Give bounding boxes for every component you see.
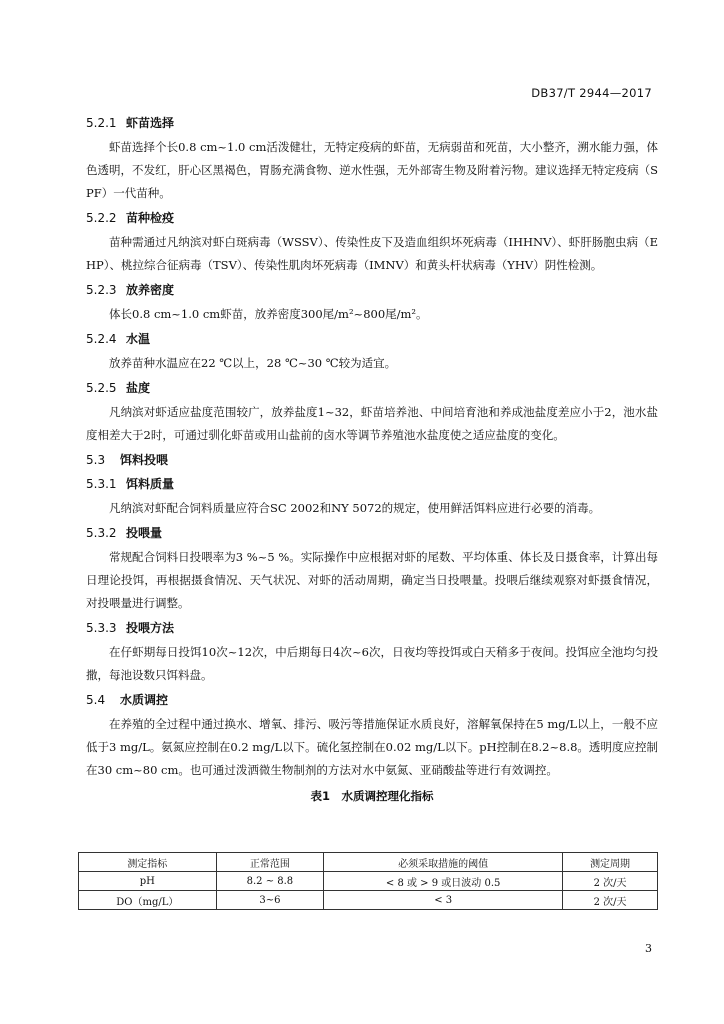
section-number: 5.4	[86, 693, 106, 707]
section-5-3-2	[86, 524, 658, 615]
section-text: 虾苗选择个长0.8 cm~1.0 cm活泼健壮，无特定疫病的虾苗，无病弱苗和死苗，大小整齐，溯水能力强，体色透明，不发红，肝心区黑褐色，胃肠充满食物、逆水性强，无外部寄生物及附着污物。建议选择无特定疫病（SPF）一代苗种。	[86, 140, 658, 200]
table-header-cell: 正常范围	[216, 853, 324, 872]
section-title: 苗种检疫	[126, 211, 175, 225]
table-cell: 2 次/天	[563, 872, 658, 891]
page-number: 3	[645, 942, 652, 955]
table-row	[79, 872, 658, 891]
section-5-2-3	[86, 281, 658, 326]
section-5-3-3	[86, 619, 658, 687]
section-number: 5.2.1	[86, 116, 117, 130]
section-text: 常规配合饲料日投喂率为3 %~5 %。实际操作中应根据对虾的尾数、平均体重、体长及日摄食率，计算出每日理论投饵，再根据摄食情况、天气状况、对虾的活动周期，确定当日投喂量。投喂后继续观察对虾摄食情况，对投喂量进行调整。	[86, 550, 658, 610]
section-5-2-1	[86, 114, 658, 205]
table-header-cell: 必须采取措施的阈值	[324, 853, 563, 872]
table-header-cell: 测定周期	[563, 853, 658, 872]
main-content	[86, 114, 658, 812]
section-title: 放养密度	[126, 283, 175, 297]
section-number: 5.3	[86, 453, 106, 467]
water-quality-table	[78, 852, 658, 910]
table-header-cell: 测定指标	[79, 853, 217, 872]
section-5-4	[86, 691, 658, 782]
section-5-2-5	[86, 379, 658, 447]
section-number: 5.3.2	[86, 526, 117, 540]
table-header-row	[79, 853, 658, 872]
table-cell: < 3	[324, 891, 563, 910]
table-cell: < 8 或 > 9 或日波动 0.5	[324, 872, 563, 891]
table-cell: pH	[79, 872, 217, 891]
section-text: 苗种需通过凡纳滨对虾白斑病毒（WSSV）、传染性皮下及造血组织坏死病毒（IHHNV）、虾肝肠胞虫病（EHP）、桃拉综合征病毒（TSV）、传染性肌肉坏死病毒（IMNV）和黄头杆状病毒（YHV）阴性检测。	[86, 235, 658, 272]
section-5-2-4	[86, 330, 658, 375]
table-cell: 2 次/天	[563, 891, 658, 910]
section-text: 在养殖的全过程中通过换水、增氧、排污、吸污等措施保证水质良好，溶解氧保持在5 mg/L以上，一般不应低于3 mg/L。氨氮应控制在0.2 mg/L以下。硫化氢控制在0.02 mg/L以下。pH控制在8.2~8.8。透明度应控制在30 cm~80 cm。也可通过泼洒微生物制剂的方法对水中氨氮、亚硝酸盐等进行有效调控。	[86, 717, 658, 777]
section-title: 投喂量	[126, 526, 163, 540]
section-number: 5.3.1	[86, 477, 117, 491]
section-text: 凡纳滨对虾适应盐度范围较广，放养盐度1~32，虾苗培养池、中间培育池和养成池盐度差应小于2，池水盐度相差大于2时，可通过驯化虾苗或用山盐前的卤水等调节养殖池水盐度使之适应盐度的变化。	[86, 405, 658, 442]
section-5-3-1	[86, 475, 658, 520]
section-text: 凡纳滨对虾配合饲料质量应符合SC 2002和NY 5072的规定，使用鲜活饵料应进行必要的消毒。	[109, 501, 601, 515]
table-title: 表1 水质调控理化指标	[310, 789, 434, 803]
section-text: 在仔虾期每日投饵10次~12次，中后期每日4次~6次，日夜均等投饵或白天稍多于夜间。投饵应全池均匀投撒，每池设数只饵料盘。	[86, 645, 658, 682]
standard-code: DB37/T 2944—2017	[531, 86, 652, 100]
section-5-3	[86, 451, 658, 469]
table-row	[79, 891, 658, 910]
section-number: 5.3.3	[86, 621, 117, 635]
section-title: 投喂方法	[126, 621, 175, 635]
section-number: 5.2.3	[86, 283, 117, 297]
section-text: 放养苗种水温应在22 ℃以上，28 ℃~30 ℃较为适宜。	[109, 356, 397, 370]
table-cell: 8.2 ~ 8.8	[216, 872, 324, 891]
table-cell: DO（mg/L）	[79, 891, 217, 910]
section-title: 水质调控	[120, 693, 169, 707]
section-title: 水温	[126, 332, 151, 346]
section-text: 体长0.8 cm~1.0 cm虾苗，放养密度300尾/m²~800尾/m²。	[109, 307, 428, 321]
section-title: 饵料质量	[126, 477, 175, 491]
section-title: 饵料投喂	[120, 453, 169, 467]
section-number: 5.2.5	[86, 381, 117, 395]
section-5-2-2	[86, 209, 658, 277]
table-cell: 3~6	[216, 891, 324, 910]
section-title: 虾苗选择	[126, 116, 175, 130]
section-number: 5.2.4	[86, 332, 117, 346]
section-number: 5.2.2	[86, 211, 117, 225]
section-title: 盐度	[126, 381, 151, 395]
